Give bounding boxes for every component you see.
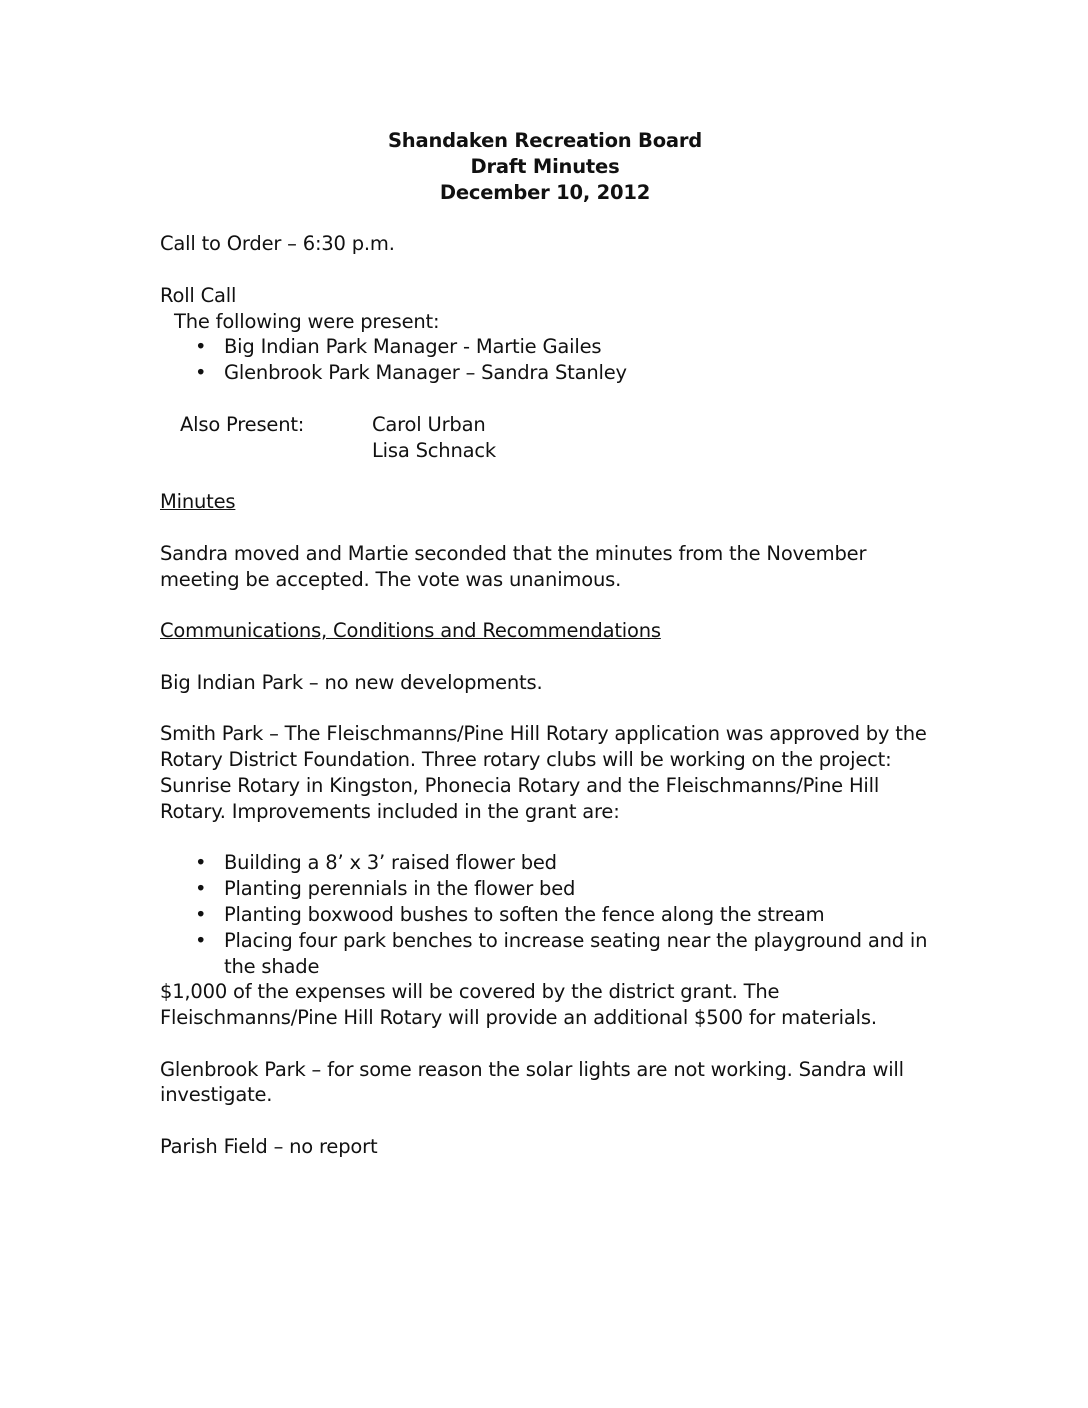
also-present-label: Also Present: (180, 412, 305, 436)
also-present-name: Lisa Schnack (372, 438, 496, 462)
communications-heading: Communications, Conditions and Recommendations (160, 619, 661, 643)
smith-park-report-line: Smith Park – The Fleischmanns/Pine Hill Rotary application was approved by the (160, 722, 927, 746)
improvement-item: Placing four park benches to increase seating near the playground and in (224, 928, 928, 952)
minutes-heading: Minutes (160, 490, 236, 514)
bullet-icon: • (195, 902, 207, 926)
list-item (160, 334, 930, 360)
present-member: Big Indian Park Manager - Martie Gailes (224, 335, 602, 359)
roll-call-heading: Roll Call (160, 283, 237, 307)
big-indian-park-report: Big Indian Park – no new developments. (160, 670, 543, 694)
present-member: Glenbrook Park Manager – Sandra Stanley (224, 361, 627, 385)
board-title: Shandaken Recreation Board (387, 129, 703, 152)
list-item (160, 360, 930, 386)
call-to-order: Call to Order – 6:30 p.m. (160, 232, 395, 256)
expense-line: $1,000 of the expenses will be covered by the district grant. The (160, 980, 780, 1004)
smith-park-report-line: Sunrise Rotary in Kingston, Phonecia Rotary and the Fleischmanns/Pine Hill (160, 773, 880, 797)
minutes-text-line: meeting be accepted. The vote was unanimous. (160, 567, 622, 591)
smith-park-report-line: Rotary District Foundation. Three rotary clubs will be working on the project: (160, 748, 892, 772)
glenbrook-park-report-line: Glenbrook Park – for some reason the solar lights are not working. Sandra will (160, 1057, 904, 1081)
parish-field-report: Parish Field – no report (160, 1135, 378, 1159)
improvement-item: Building a 8’ x 3’ raised flower bed (224, 851, 557, 875)
bullet-icon: • (195, 877, 207, 901)
roll-call-intro: The following were present: (174, 309, 440, 333)
improvement-item: Planting boxwood bushes to soften the fence along the stream (224, 902, 825, 926)
minutes-document (160, 128, 930, 1160)
glenbrook-park-report-line: investigate. (160, 1083, 273, 1107)
list-item (160, 902, 930, 928)
also-present-name: Carol Urban (372, 412, 486, 436)
improvement-item-continued: the shade (224, 954, 320, 978)
smith-park-report-line: Rotary. Improvements included in the grant are: (160, 799, 620, 823)
bullet-icon: • (195, 851, 207, 875)
bullet-icon: • (195, 335, 207, 359)
bullet-icon: • (195, 928, 207, 952)
improvements-list (160, 850, 930, 979)
present-list (160, 334, 930, 386)
meeting-date: December 10, 2012 (439, 180, 651, 204)
minutes-text-line: Sandra moved and Martie seconded that the minutes from the November (160, 541, 867, 565)
list-item (160, 928, 930, 980)
also-present (160, 412, 930, 464)
list-item (160, 850, 930, 876)
improvement-item: Planting perennials in the flower bed (224, 877, 576, 901)
document-header (8, 128, 930, 205)
document-title: Draft Minutes (470, 154, 620, 178)
expense-line: Fleischmanns/Pine Hill Rotary will provide an additional $500 for materials. (160, 1006, 877, 1030)
list-item (160, 876, 930, 902)
bullet-icon: • (195, 361, 207, 385)
